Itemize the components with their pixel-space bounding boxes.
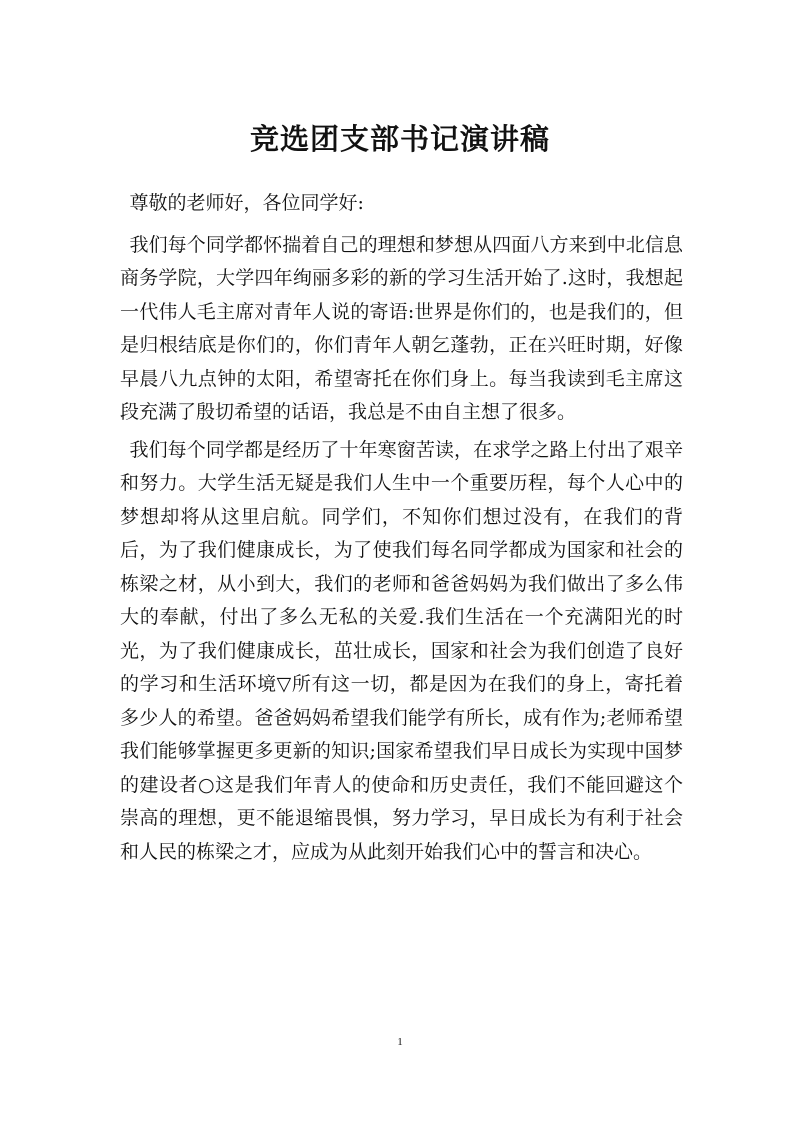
page-number: 1 <box>397 1036 403 1048</box>
document-title: 竞选团支部书记演讲稿 <box>249 122 550 157</box>
body-paragraph: 我们每个同学都是经历了十年寒窗苦读，在求学之路上付出了艰辛和努力。大学生活无疑是我们人生中一个重要历程，每个人心中的梦想却将从这里启航。同学们，不知你们想过没有，在我们的背后，为了我们健康成长，为了使我们每名同学都成为国家和社会的栋梁之材，从小到大，我们的老师和爸爸妈妈为我们做出了多么伟大的奉献，付出了多么无私的关爱.我们生活在一个充满阳光的时光，为了我们健康成长，茁壮成长，国家和社会为我们创造了良好的学习和生活环境▽所有这一切，都是因为在我们的身上，寄托着多少人的希望。爸爸妈妈希望我们能学有所长，成有作为;老师希望我们能够掌握更多更新的知识;国家希望我们早日成长为实现中国梦的建设者○这是我们年青人的使命和历史责任，我们不能回避这个崇高的理想，更不能退缩畏惧，努力学习，早日成长为有利于社会和人民的栋梁之才，应成为从此刻开始我们心中的誓言和决心。 <box>120 438 683 863</box>
greeting-paragraph: 尊敬的老师好，各位同学好: <box>129 192 364 214</box>
body-paragraph: 我们每个同学都怀揣着自己的理想和梦想从四面八方来到中北信息商务学院，大学四年绚丽多彩的新的学习生活开始了.这时，我想起一代伟人毛主席对青年人说的寄语:世界是你们的，也是我们的，但是归根结底是你们的，你们青年人朝乞蓬勃，正在兴旺时期，好像早晨八九点钟的太阳，希望寄托在你们身上。每当我读到毛主席这段充满了殷切希望的话语，我总是不由自主想了很多。 <box>120 233 683 423</box>
document-body <box>120 187 683 873</box>
